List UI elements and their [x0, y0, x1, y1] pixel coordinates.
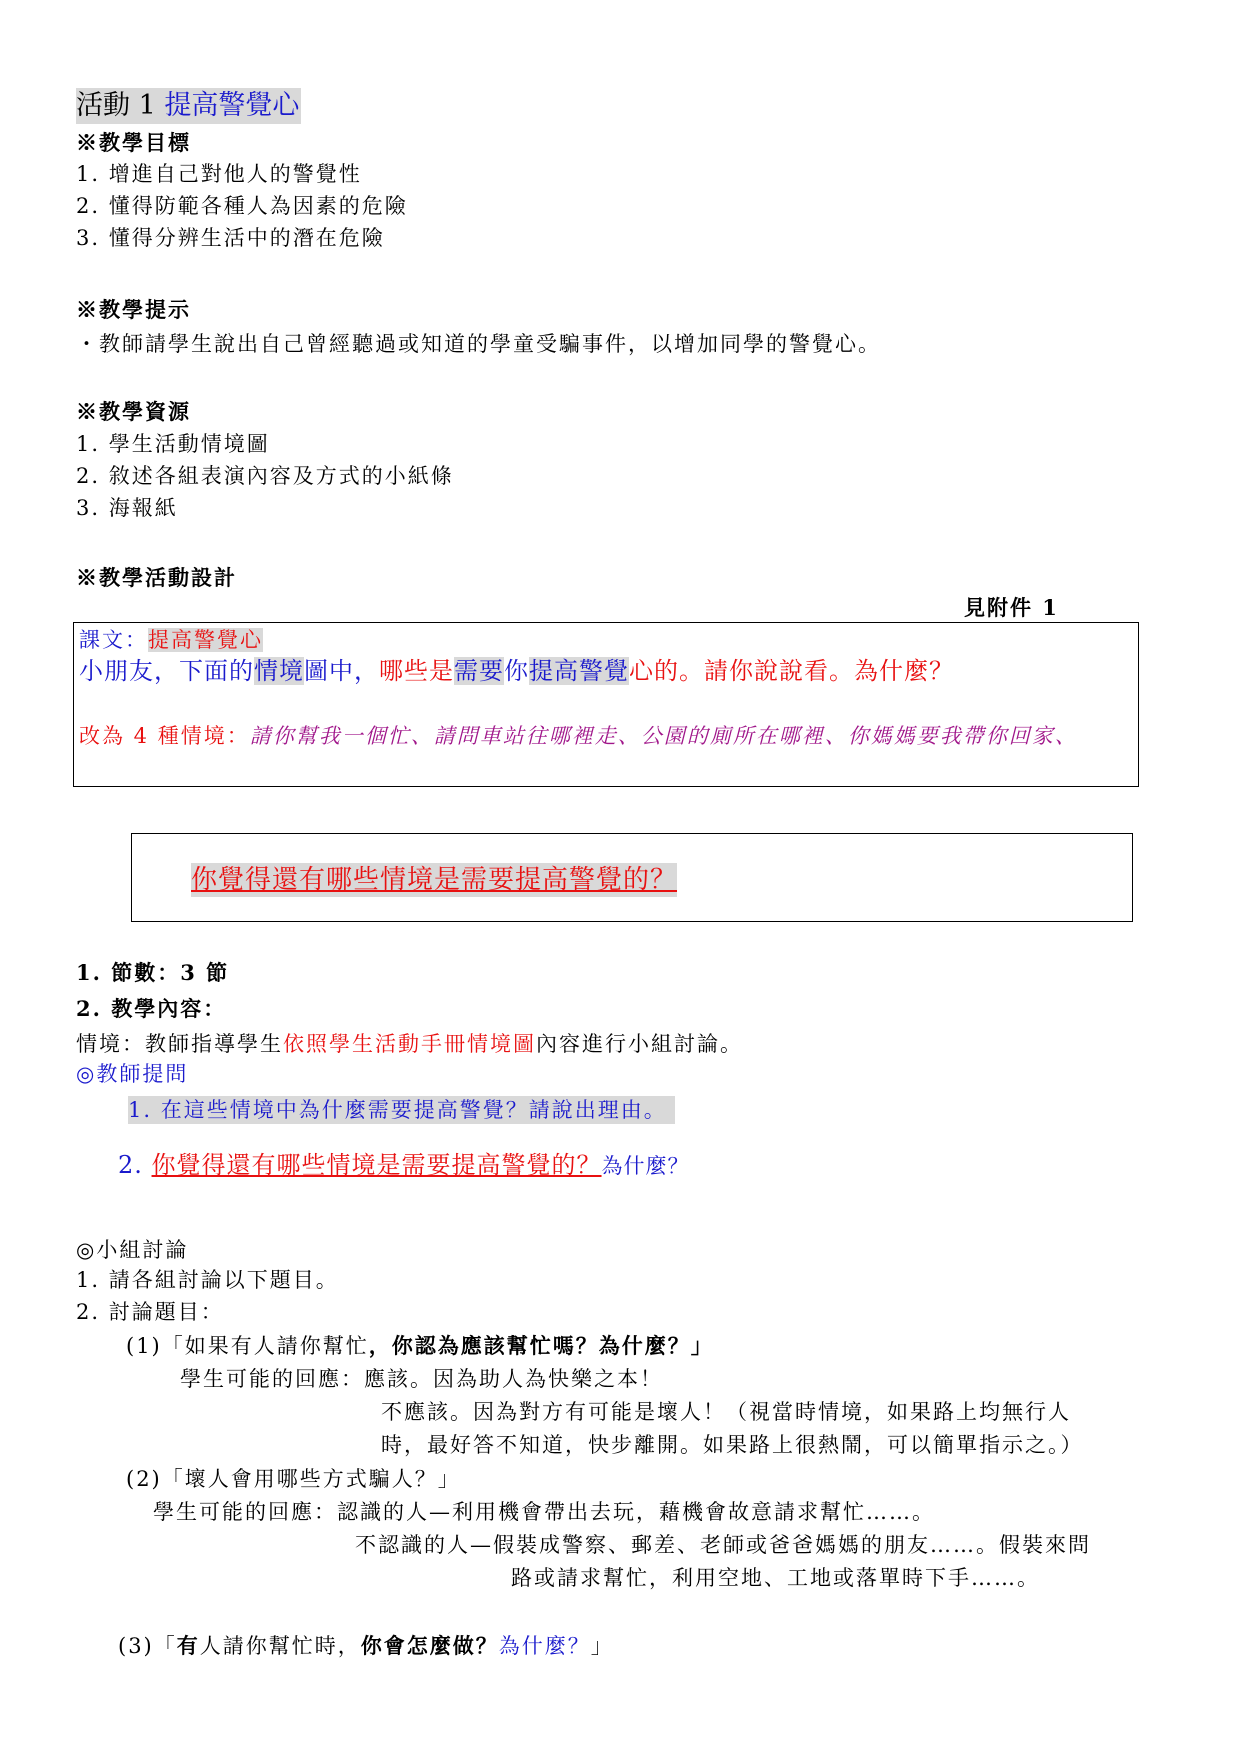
- objective-item-1: 1. 增進自己對他人的警覺性: [76, 162, 362, 186]
- d1-response-3: 時，最好答不知道，快步離開。如果路上很熱鬧，可以簡單指示之。）: [381, 1433, 1084, 1457]
- resource-item-1: 1. 學生活動情境圖: [76, 432, 270, 456]
- d3-blue: 為什麼？: [498, 1634, 591, 1658]
- d1-response-2: 不應該。因為對方有可能是壞人！（視當時情境，如果路上均無行人: [381, 1400, 1071, 1424]
- lesson-label-line: [79, 626, 263, 654]
- lesson-q-part3: 圖中，: [304, 657, 379, 685]
- discussion-3: [118, 1632, 614, 1660]
- scenario-line: [76, 1030, 743, 1058]
- change-text: 請你幫我一個忙、請問車站往哪裡走、公園的廁所在哪裡、你媽媽要我帶你回家、: [249, 724, 1078, 748]
- d2-response-3: 路或請求幫忙，利用空地、工地或落單時下手……。: [511, 1566, 1040, 1590]
- title-topic: 提高警覺心: [164, 90, 300, 121]
- objectives-heading: ※教學目標: [76, 130, 191, 155]
- group-item-1: 1. 請各組討論以下題目。: [76, 1268, 339, 1292]
- lesson-question: [79, 654, 954, 688]
- d1-response-1: 學生可能的回應：應該。因為助人為快樂之本！: [180, 1367, 663, 1391]
- group-item-2: 2. 討論題目：: [76, 1300, 224, 1324]
- sessions-line: 1. 節數：3 節: [76, 960, 230, 985]
- d1-bold: ，你認為應該幫忙嗎？為什麼？」: [368, 1333, 714, 1358]
- lesson-change-line: [79, 722, 1135, 750]
- d3-part2: 人請你幫忙時，: [199, 1634, 361, 1658]
- page-title: [76, 88, 301, 124]
- lesson-q-part5: 需要: [454, 657, 504, 685]
- lesson-title: 提高警覺心: [148, 628, 263, 652]
- teacher-question-heading: ◎教師提問: [76, 1062, 189, 1086]
- q2-red: 你覺得還有哪些情境是需要提高警覺的？: [151, 1151, 602, 1179]
- d3-bold2: 你會怎麼做？: [360, 1633, 499, 1658]
- tips-text: ・教師請學生說出自己曾經聽過或知道的學童受騙事件，以增加同學的警覺心。: [76, 332, 881, 356]
- group-heading: ◎小組討論: [76, 1238, 189, 1262]
- tips-heading: ※教學提示: [76, 297, 191, 322]
- teacher-question-1: 1. 在這些情境中為什麼需要提高警覺？請說出理由。: [128, 1096, 675, 1124]
- discussion-2: (2)「壞人會用哪些方式騙人？」: [126, 1467, 461, 1491]
- d3-part1: (3)「: [118, 1634, 177, 1658]
- design-heading: ※教學活動設計: [76, 565, 237, 590]
- d1-plain: (1)「如果有人請你幫忙: [126, 1334, 369, 1358]
- appendix-note: 見附件 1: [964, 595, 1059, 620]
- lesson-q-part4: 哪些是: [379, 657, 454, 685]
- lesson-q-part8: 心的。請你說說看。為什麼？: [629, 657, 954, 685]
- lesson-q-part1: 小朋友，下面的: [79, 657, 254, 685]
- change-label: 改為 4 種情境：: [79, 724, 250, 748]
- d3-end: 」: [590, 1634, 614, 1658]
- lesson-q-part6: 你: [504, 657, 529, 685]
- discussion-1: [126, 1332, 714, 1360]
- content-heading: 2. 教學內容：: [76, 996, 227, 1021]
- d2-response-1: 學生可能的回應：認識的人—利用機會帶出去玩，藉機會故意請求幫忙……。: [153, 1500, 935, 1524]
- teacher-question-2: [118, 1148, 690, 1183]
- lesson-q-part2: 情境: [254, 657, 304, 685]
- question-box-text: 你覺得還有哪些情境是需要提高警覺的？: [191, 865, 678, 895]
- scenario-part2: 內容進行小組討論。: [536, 1032, 743, 1056]
- lesson-q-part7: 提高警覺: [529, 657, 629, 685]
- d2-response-2: 不認識的人—假裝成警察、郵差、老師或爸爸媽媽的朋友……。假裝來問: [355, 1533, 1091, 1557]
- resources-heading: ※教學資源: [76, 399, 191, 424]
- lesson-label: 課文：: [79, 628, 148, 652]
- resource-item-3: 3. 海報紙: [76, 496, 178, 520]
- scenario-part1: 情境：教師指導學生: [76, 1032, 283, 1056]
- objective-item-3: 3. 懂得分辨生活中的潛在危險: [76, 226, 385, 250]
- scenario-red: 依照學生活動手冊情境圖: [283, 1032, 536, 1056]
- q2-blue: 為什麼？: [601, 1154, 690, 1178]
- resource-item-2: 2. 敘述各組表演內容及方式的小紙條: [76, 464, 454, 488]
- d3-bold1: 有: [176, 1633, 200, 1658]
- q2-number: 2.: [118, 1151, 152, 1179]
- objective-item-2: 2. 懂得防範各種人為因素的危險: [76, 194, 408, 218]
- title-prefix: 活動 1: [76, 90, 165, 121]
